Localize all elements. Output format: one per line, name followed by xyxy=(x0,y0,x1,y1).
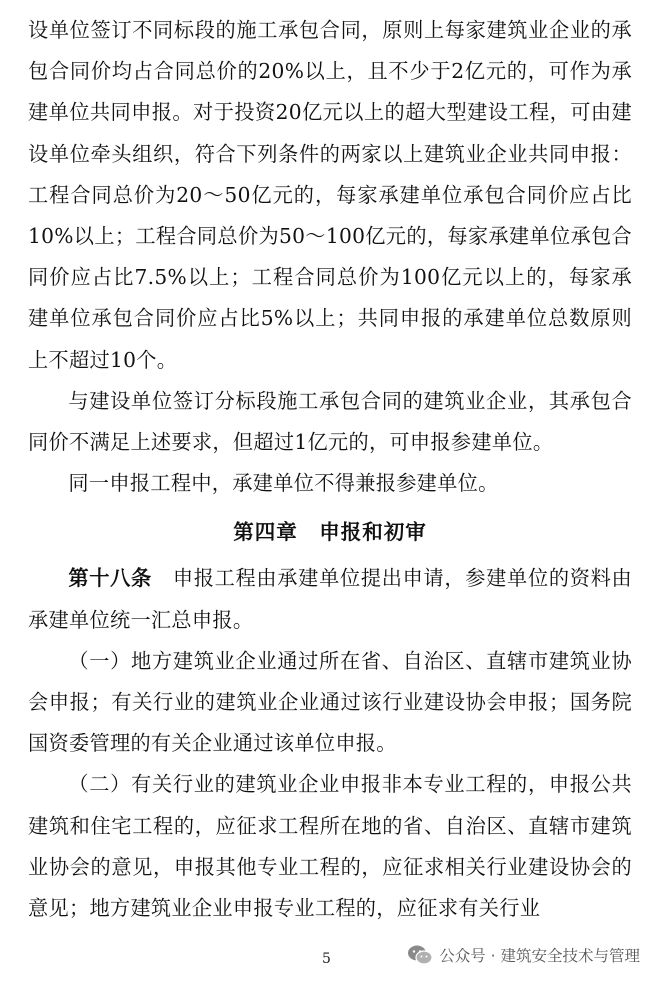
paragraph-2: 与建设单位签订分标段施工承包合同的建筑业企业，其承包合同价不满足上述要求，但超过1亿元的，可申报参建单位。 xyxy=(28,388,632,455)
watermark xyxy=(407,944,640,966)
item-1: （一）地方建筑业企业通过所在省、自治区、直辖市建筑业协会申报；有关行业的建筑业企业通过该行业建设协会申报；国务院国资委管理的有关企业通过该单位申报。 xyxy=(28,648,632,756)
watermark-text: 公众号 · 建筑安全技术与管理 xyxy=(439,947,640,965)
article-18 xyxy=(28,558,632,640)
wechat-icon xyxy=(407,944,433,966)
document-page xyxy=(28,10,632,929)
paragraph-3: 同一申报工程中，承建单位不得兼报参建单位。 xyxy=(68,471,499,496)
page-number: 5 xyxy=(322,951,331,967)
article-18-gap xyxy=(152,566,173,590)
item-2: （二）有关行业的建筑业企业申报非本专业工程的，申报公共建筑和住宅工程的，应征求工程所在地的省、自治区、直辖市建筑业协会的意见，申报其他专业工程的，应征求相关行业建设协会的意见；地方建筑业企业申报专业工程的，应征求有关行业 xyxy=(28,772,632,921)
paragraph-1: 设单位签订不同标段的施工承包合同，原则上每家建筑业企业的承包合同价均占合同总价的20%以上，且不少于2亿元的，可作为承建单位共同申报。对于投资20亿元以上的超大型建设工程，可由建设单位牵头组织，符合下列条件的两家以上建筑业企业共同申报：工程合同总价为20～50亿元的，每家承建单位承包合同价应占比10%以上；工程合同总价为50～100亿元的，每家承建单位承包合同价应占比7.5%以上；工程合同总价为100亿元以上的，每家承建单位承包合同价应占比5%以上；共同申报的承建单位总数原则上不超过10个。 xyxy=(28,18,632,372)
chapter-heading: 第四章 申报和初审 xyxy=(233,520,427,545)
article-18-text: 申报工程由承建单位提出申请，参建单位的资料由承建单位统一汇总申报。 xyxy=(28,566,632,632)
article-18-label: 第十八条 xyxy=(68,566,152,591)
